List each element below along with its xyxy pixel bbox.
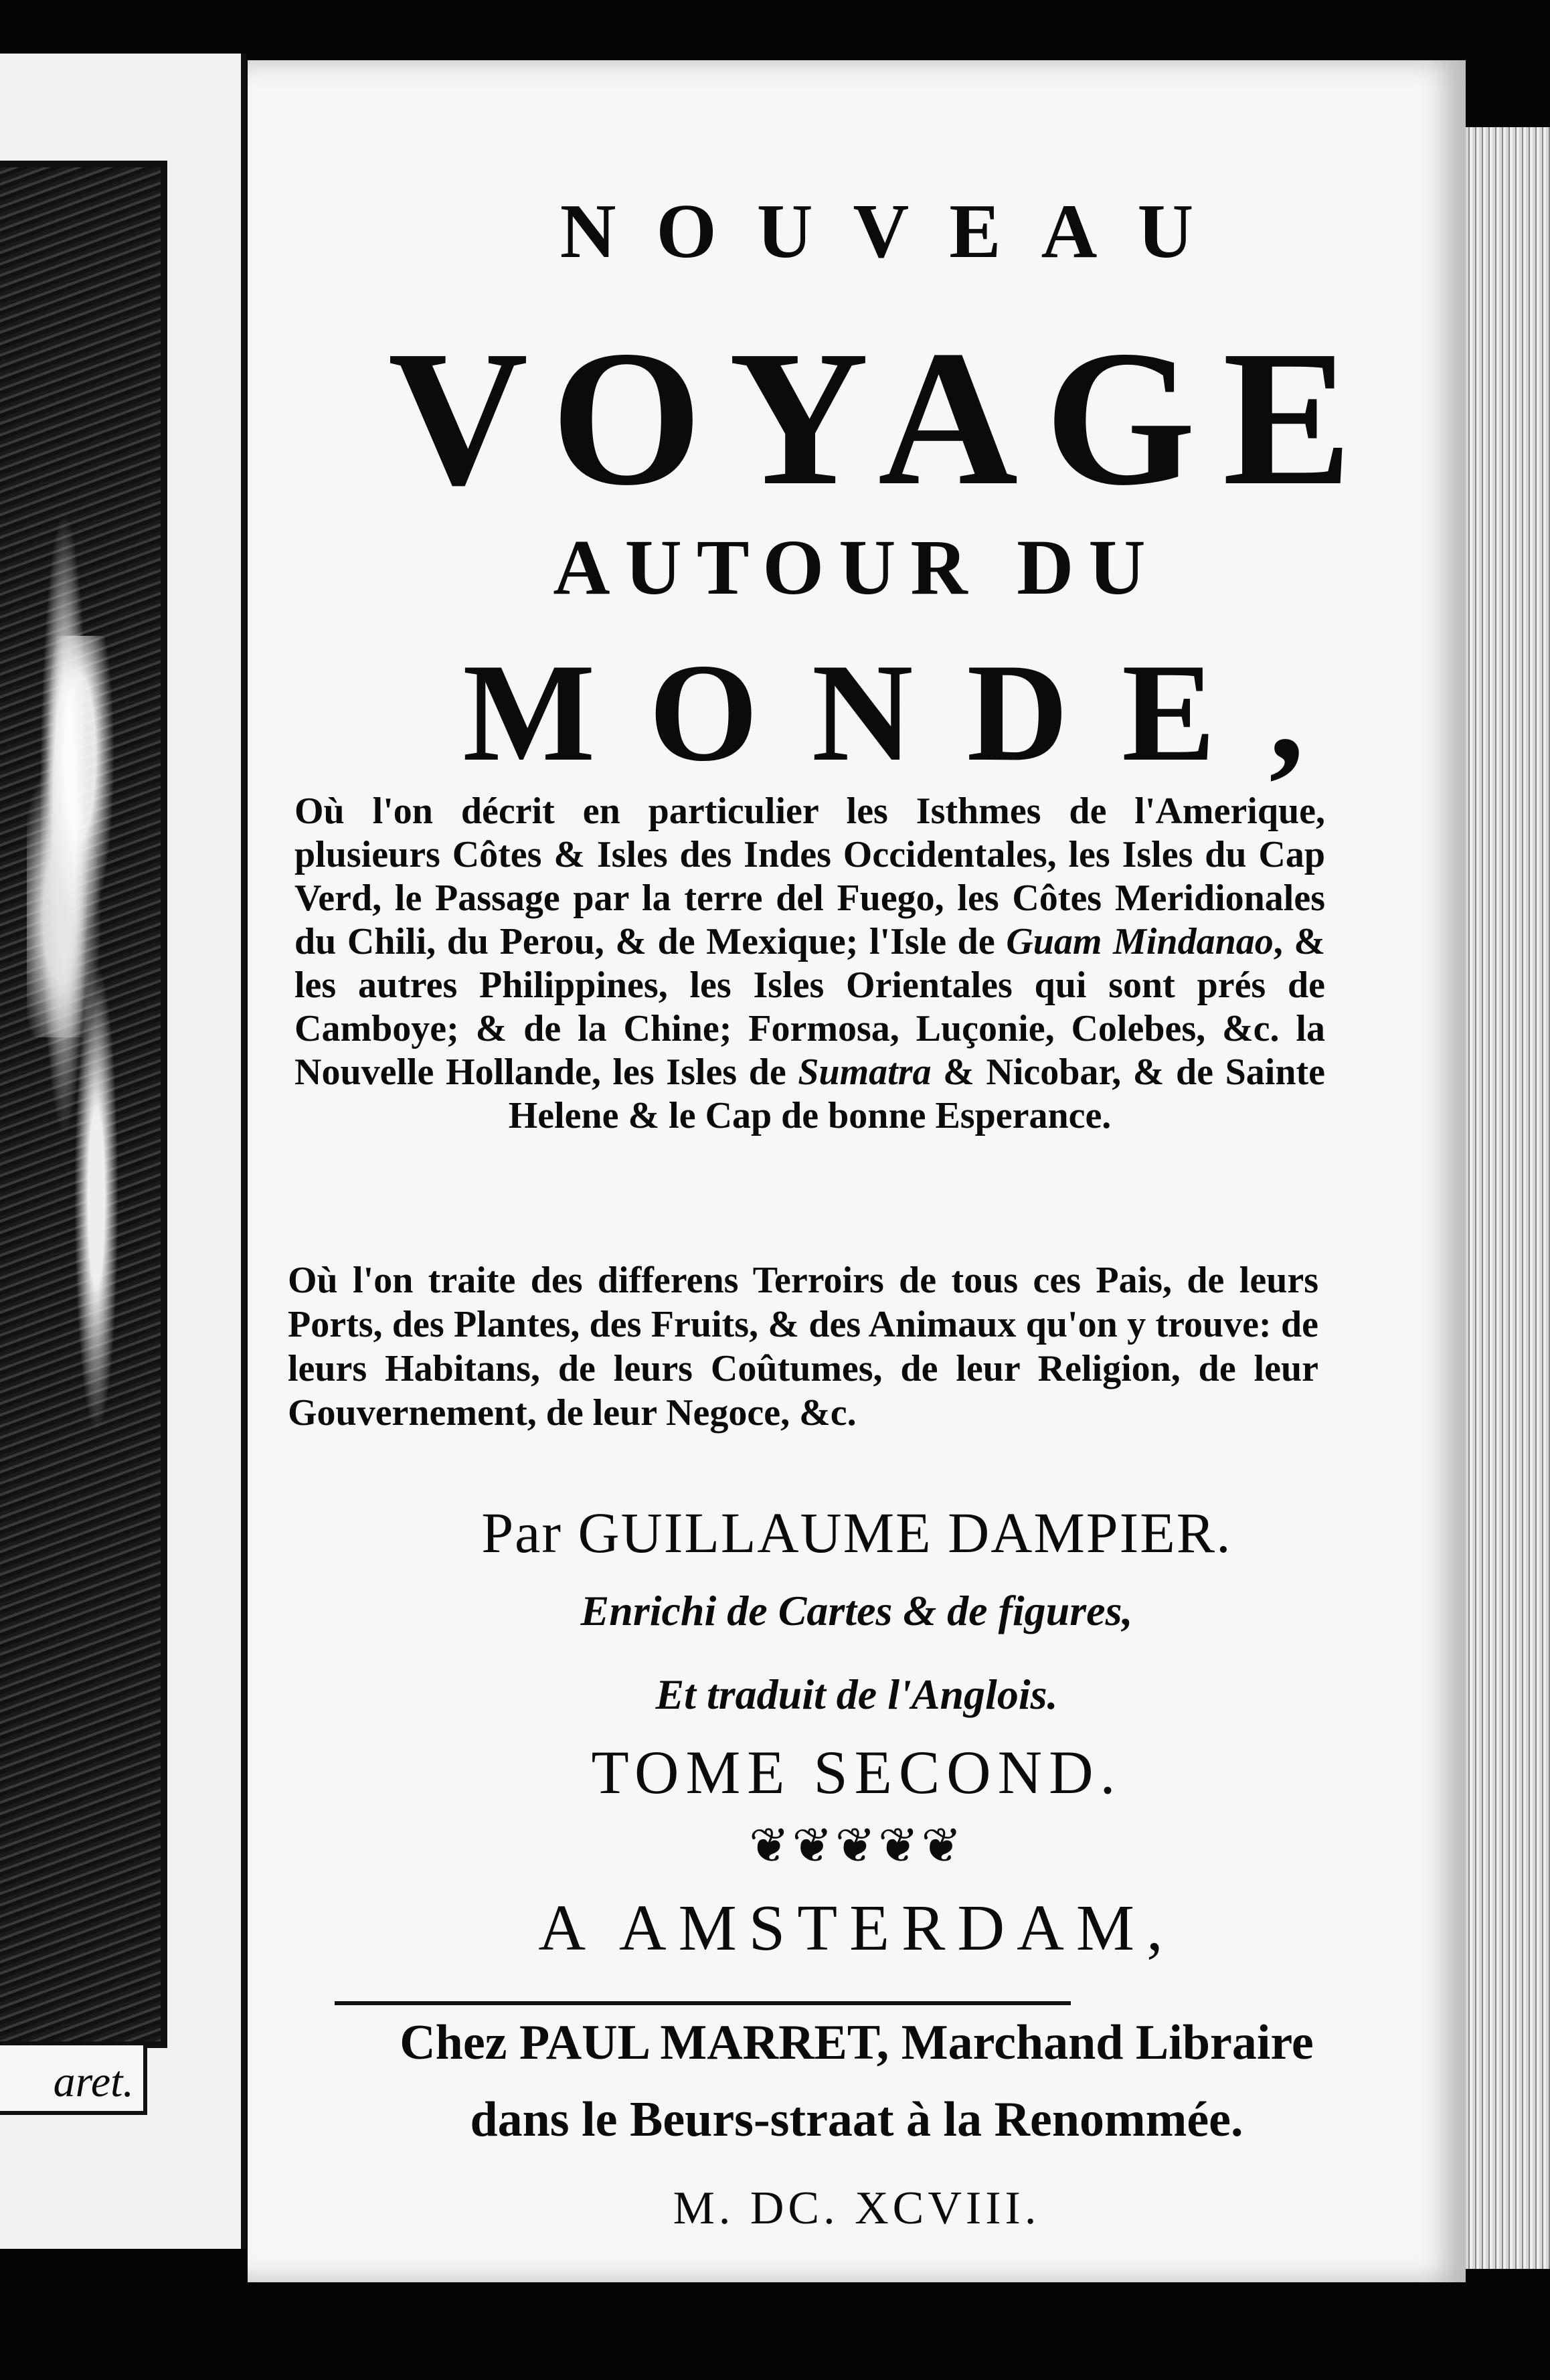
imprint-city: A AMSTERDAM, [538, 1892, 1175, 1964]
imprint-rule [335, 2001, 1071, 2005]
engraving-flames [27, 636, 134, 1037]
volume-line: TOME SECOND. [591, 1738, 1122, 1806]
enrichi-line: Enrichi de Cartes & de figures, [580, 1587, 1133, 1634]
title-page [248, 60, 1466, 2282]
title-line-nouveau: NOUVEAU [559, 189, 1234, 274]
traduit-line: Et traduit de l'Anglois. [655, 1671, 1058, 1718]
printer-ornament: ❦❦❦❦❦ [749, 1819, 964, 1873]
publisher-line: Chez PAUL MARRET, Marchand Libraire [400, 2015, 1314, 2070]
frontispiece-engraving [0, 161, 167, 2048]
description-1-italic-sumatra: Sumatra [798, 1051, 932, 1093]
publication-date: M. DC. XCVIII. [673, 2183, 1041, 2234]
description-1-italic-guam: Guam Mindanao [1006, 921, 1274, 962]
description-1-part-2: , & les autres Philippines, les Isles Orientales qui sont prés de Camboye; & de la Chine; Formosa, Luçonie, Colebes, &c. la Nouvelle Hollande, les Isles de [294, 921, 1325, 1093]
description-1-part-3: & Nicobar, & de Sainte Helene & le Cap de bonne Esperance. [508, 1051, 1325, 1136]
description-paragraph-1 [294, 790, 1325, 1138]
description-paragraph-2: Où l'on traite des differens Terroirs de tous ces Pais, de leurs Ports, des Plantes, des Fruits, & des Animaux qu'on y trouve: de leurs Habitans, de leurs Coûtumes, de leur Religion, de leur Gouvernement, de leur Negoce, &c. [288, 1260, 1318, 1434]
title-line-voyage: VOYAGE [388, 311, 1379, 525]
description-1-part-1: Où l'on décrit en particulier les Isthmes de l'Amerique, plusieurs Côtes & Isles des Indes Occidentales, les Isles du Cap Verd, le Passage par la terre del Fuego, les Côtes Meridionales du Chili, du Perou, & de Mexique; l'Isle de [294, 790, 1325, 962]
title-line-monde: MONDE, [462, 635, 1358, 790]
facing-page [0, 54, 246, 2249]
engraver-signature: aret. [0, 2041, 147, 2115]
author-line: Par GUILLAUME DAMPIER. [481, 1501, 1232, 1565]
title-line-autour-du: AUTOUR DU [553, 523, 1160, 611]
publisher-address: dans le Beurs-straat à la Renommée. [470, 2092, 1243, 2147]
